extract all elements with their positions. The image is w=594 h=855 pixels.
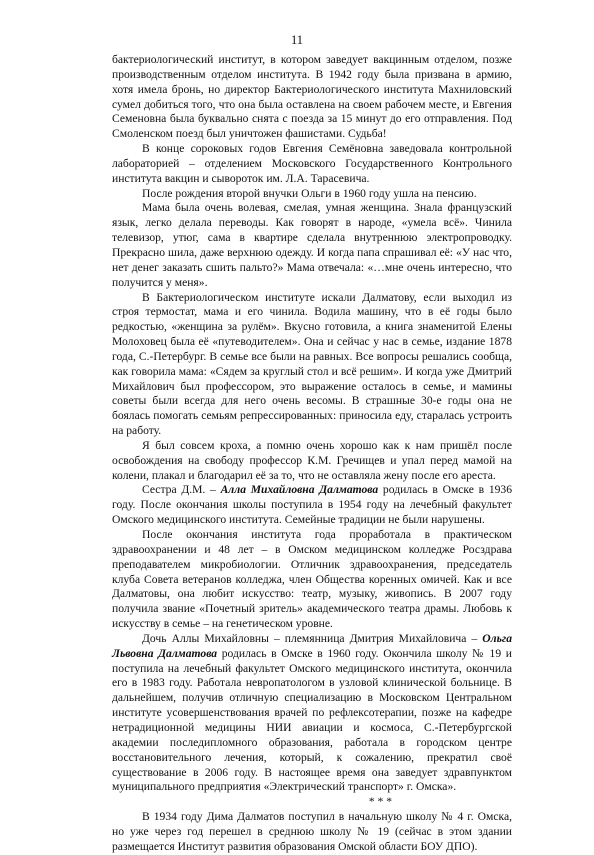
paragraph: Мама была очень волевая, смелая, умная женщина. Знала французский язык, легко делала переводы. Как говорят в народе, «умела всё». Чинила телевизор, утюг, сама в квартире сделала внутреннюю электропроводку. Прекрасно шила, даже верхнюю одежду. И когда папа спрашивал её: «У нас что, нет денег заказать сшить пальто?» Мама отвечала: «…мне очень интересно, что получится у меня».	[112, 201, 512, 289]
paragraph	[112, 483, 512, 528]
paragraph: В Бактериологическом институте искали Далматову, если выходил из строя термостат, мама и его чинила. Водила машину, что в её годы было редкостью, «женщина за рулём». Вкусно готовила, а книга знаменитой Елены Молоховец была её «путеводителем». Она и сейчас у нас в семье, издание 1878 года, С.-Петербург. В семье все были на равных. Все вопросы решались сообща, как говорила мама: «Сядем за круглый стол и всё решим». И когда уже Дмитрий Михайлович был профессором, это выражение осталось в семье, и мамины советы были всегда для него очень весомы. В страшные 30-е годы она не боялась помогать семьям репрессированных: приносила еду, старалась устроить на работу.	[112, 290, 512, 438]
section-separator: * * *	[368, 795, 392, 809]
paragraph-text: Сестра Д.М. –	[142, 483, 221, 497]
paragraph: В 1934 году Дима Далматов поступил в начальную школу № 4 г. Омска, но уже через год перешел в среднюю школу № 19 (сейчас в этом здании размещается Институт развития образования Омской области БОУ ДПО).	[112, 810, 512, 853]
body-text	[112, 53, 512, 855]
paragraph	[112, 632, 512, 795]
person-name: Алла Михайловна Далматова	[220, 483, 379, 497]
paragraph: В конце сороковых годов Евгения Семёновна заведовала контрольной лабораторией – отделением Московского Государственного Контрольного института вакцин и сывороток им. Л.А. Тарасевича.	[112, 142, 512, 185]
paragraph-text: родилась в Омске в 1960 году. Окончила школу № 19 и поступила на лечебный факультет Омского медицинского института, окончила его в 1983 году. Работала невропатологом в узловой клинической больнице. В дальнейшем, получив отличную специализацию в Московском Центральном институте усовершенствования врачей по рефлексотерапии, позже на кафедре нетрадиционной медицины НИИ авиации и космоса, С.-Петербургской академии последипломного образования, работала в городском центре восстановительного лечения, который, к сожалению, прекратил своё существование в 2006 году. В настоящее время она заведует здравпунктом муниципального предприятия «Электрический транспорт» г. Омска».	[112, 646, 512, 794]
paragraph: После рождения второй внучки Ольги в 1960 году ушла на пенсию.	[142, 186, 477, 200]
person-name: Ольга Львовна Далматова	[112, 631, 512, 660]
page-number: 11	[290, 33, 304, 47]
paragraph: Я был совсем кроха, а помню очень хорошо как к нам пришёл после освобождения на свободу профессор К.М. Гречищев и упал перед мамой на колени, плакал и благодарил её за то, что не оставляла жену после его ареста.	[112, 438, 512, 482]
paragraph-text: Дочь Аллы Михайловны – племянница Дмитрия Михайловича –	[142, 631, 483, 645]
paragraph: После окончания института года проработала в практическом здравоохранении и 48 лет – в Омском медицинском колледже Росздрава преподавателем микробиологии. Отличник здравоохранения, председатель клуба Совета ветеранов колледжа, член Общества коренных омичей. Как и все Далматовы, она любит искусство: театр, музыку, живопись. В 2007 году получила звание «Почетный зритель» академического театра драмы. Любовь к искусству в семье – на генетическом уровне.	[112, 528, 512, 631]
paragraph: бактериологический институт, в котором заведует вакцинным отделом, позже производственным отделом института. В 1942 году была призвана в армию, хотя имела бронь, но директор Бактериологического института Махниловский сумел добиться того, что она была оставлена на своем рабочем месте, и Евгения Семеновна была буквально снята с поезда за 15 минут до его отправления. Под Смоленском поезд был уничтожен фашистами. Судьба!	[112, 53, 512, 141]
paragraph-text: родилась в Омске в 1936 году. После окончания школы поступила в 1954 году на лечебный факультет Омского медицинского института. Семейные традиции не были нарушены.	[112, 483, 513, 527]
